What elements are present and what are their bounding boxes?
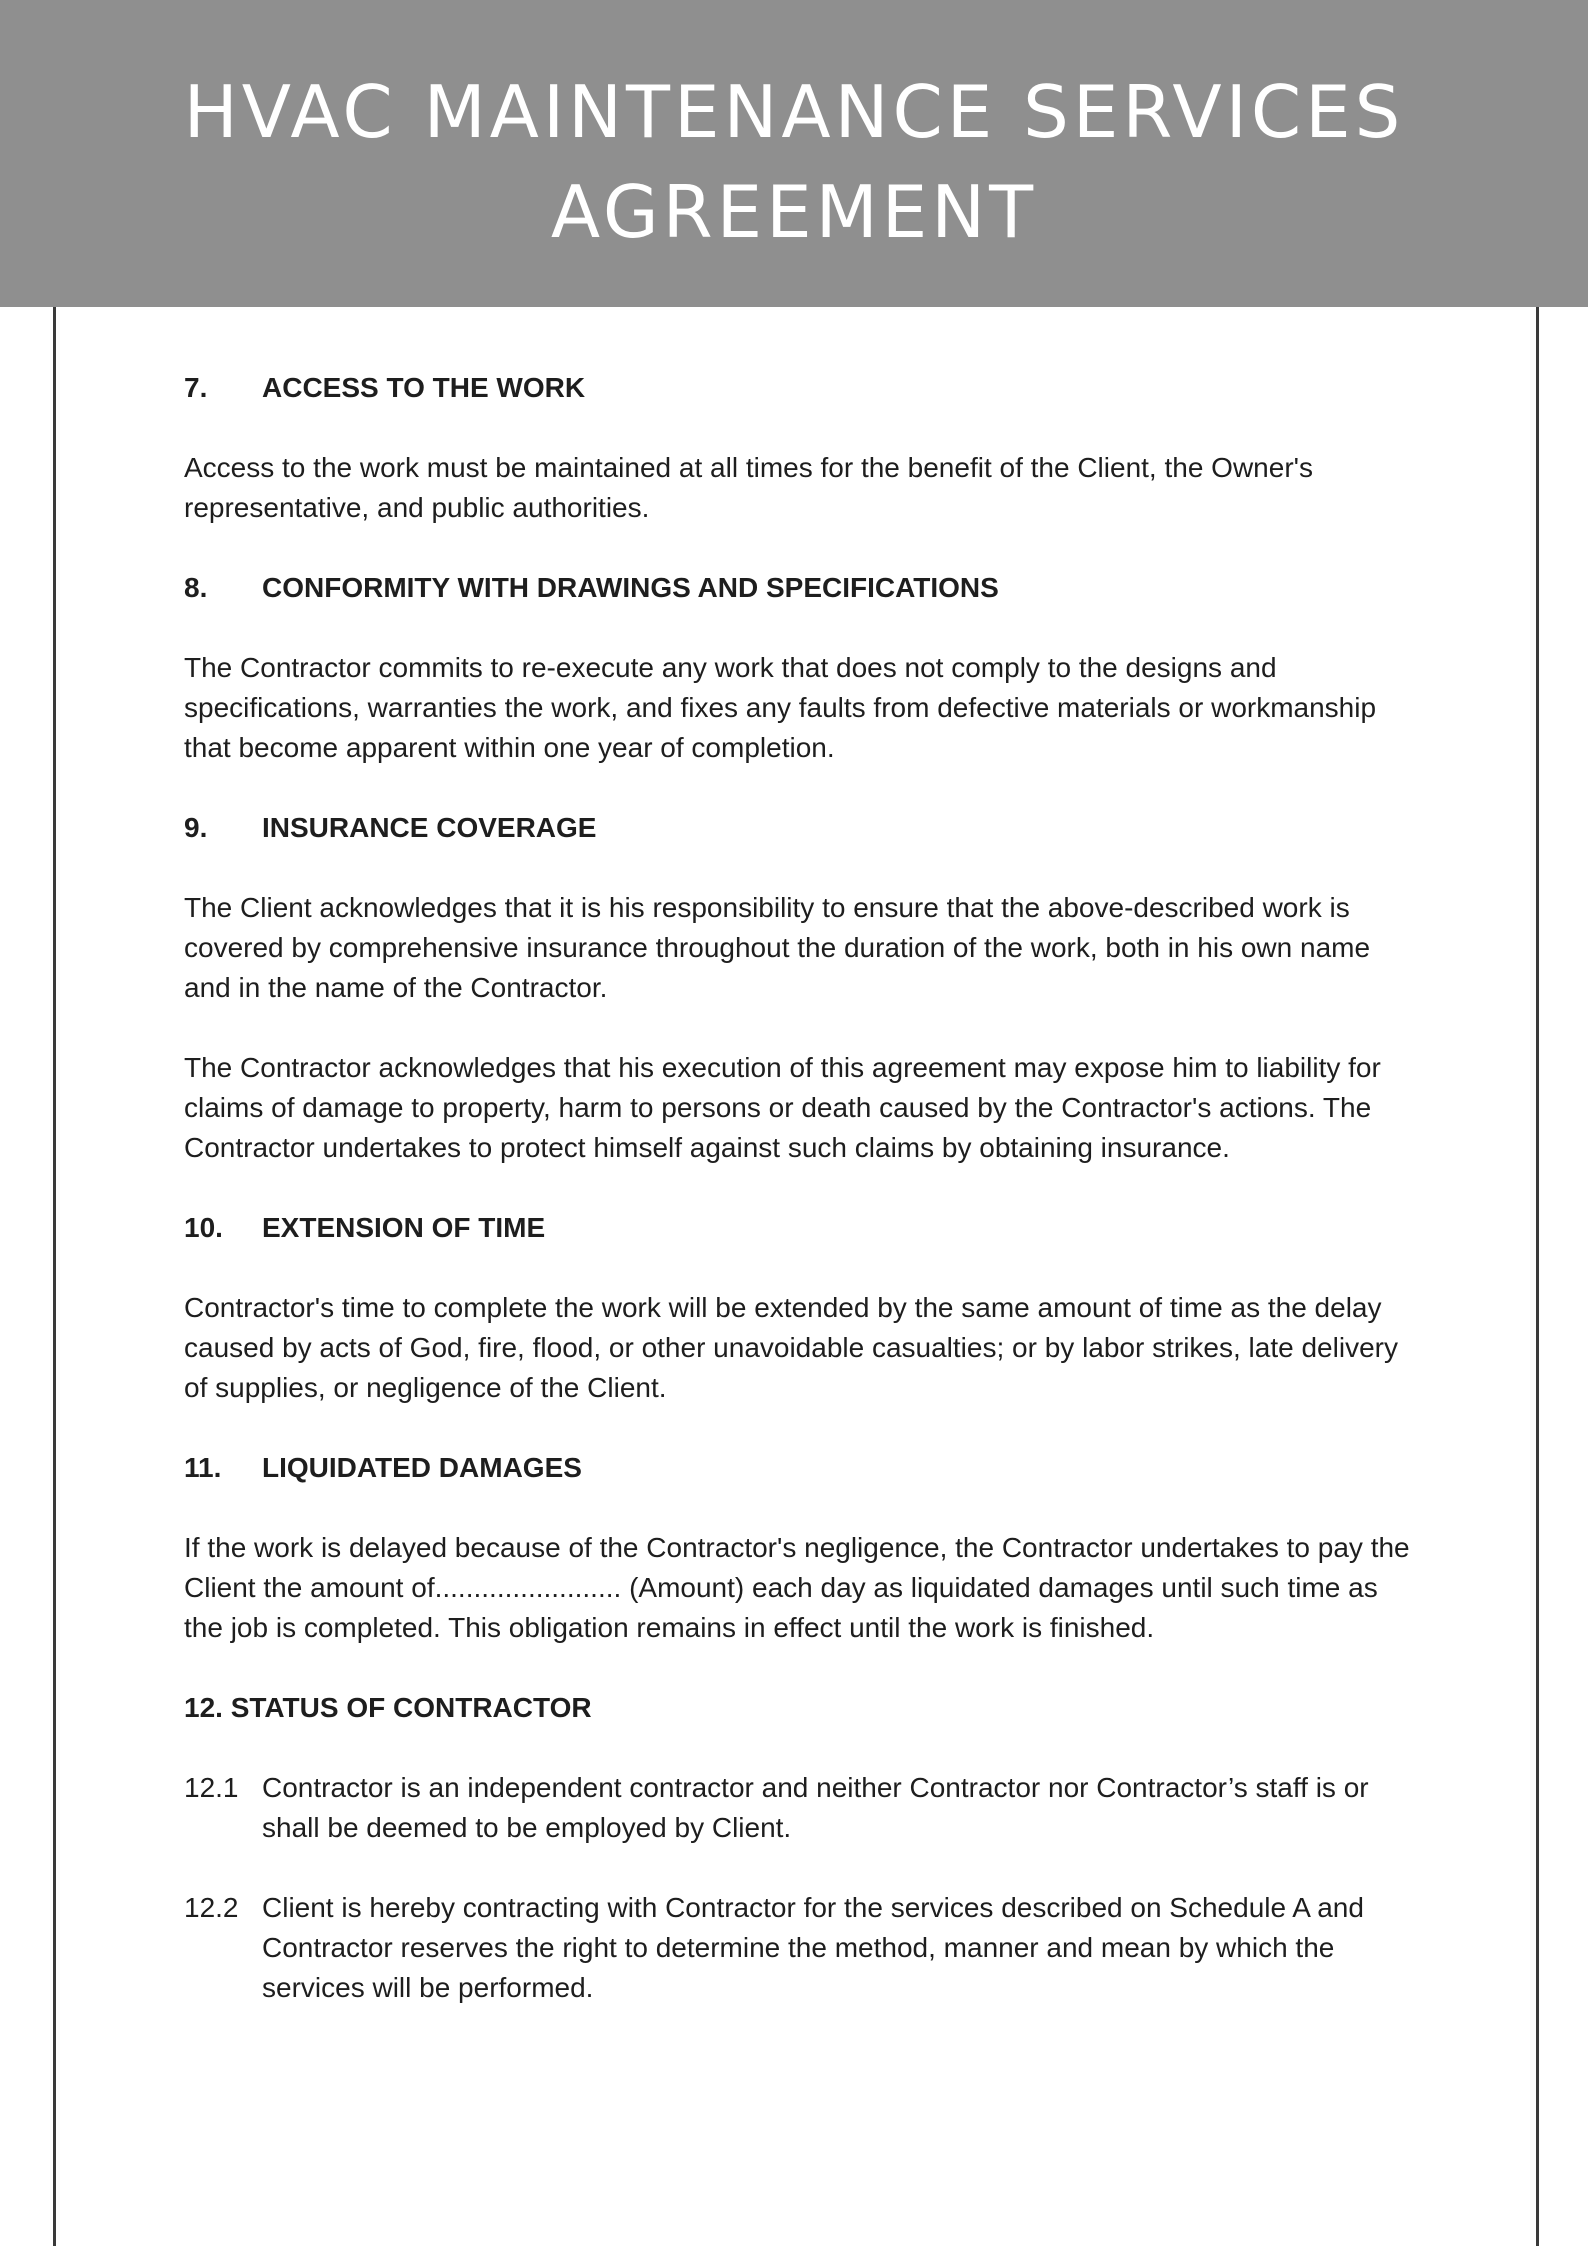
section-12-1-item [184,1768,1424,1848]
section-8-paragraph: The Contractor commits to re-execute any work that does not comply to the designs and specifications, warranties the work, and fixes any faults from defective materials or workmanship that become apparent within one year of completion. [184,652,1377,763]
section-title: ACCESS TO THE WORK [262,372,586,403]
sub-item-number: 12.2 [184,1892,239,1923]
title-banner [0,0,1588,307]
section-9-heading [184,808,1424,848]
section-7-heading [184,368,1424,408]
section-title: EXTENSION OF TIME [262,1212,546,1243]
page-border-left [53,307,56,2246]
section-10-heading [184,1208,1424,1248]
section-8-heading [184,568,1424,608]
section-title: INSURANCE COVERAGE [262,812,597,843]
document-title-line-1: HVAC MAINTENANCE SERVICES [183,70,1405,154]
section-11-heading [184,1448,1424,1488]
section-number: 8. [184,572,208,603]
section-number: 10. [184,1212,223,1243]
section-12-heading: 12. STATUS OF CONTRACTOR [184,1692,592,1723]
document-body [184,368,1424,2048]
sub-item-number: 12.1 [184,1772,239,1803]
section-10-paragraph: Contractor's time to complete the work will be extended by the same amount of time as the delay caused by acts of God, fire, flood, or other unavoidable casualties; or by labor strikes, late delivery of supplies, or negligence of the Client. [184,1292,1398,1403]
section-number: 7. [184,372,208,403]
sub-item-text: Client is hereby contracting with Contractor for the services described on Schedule A and Contractor reserves the right to determine the method, manner and mean by which the services will be performed. [262,1892,1364,2003]
page-border-right [1536,307,1539,2246]
section-12-2-item [184,1888,1424,2008]
section-title: LIQUIDATED DAMAGES [262,1452,582,1483]
section-9-paragraph-2: The Contractor acknowledges that his execution of this agreement may expose him to liability for claims of damage to property, harm to persons or death caused by the Contractor's actions. The Contractor undertakes to protect himself against such claims by obtaining insurance. [184,1052,1381,1163]
section-number: 9. [184,812,208,843]
section-number: 11. [184,1452,222,1483]
document-title-line-2: AGREEMENT [550,170,1038,254]
section-11-paragraph: If the work is delayed because of the Contractor's negligence, the Contractor undertakes to pay the Client the amount of........................ (Amount) each day as liquidated damages until such time as the job is completed. This obligation remains in effect until the work is finished. [184,1532,1410,1643]
section-title: CONFORMITY WITH DRAWINGS AND SPECIFICATIONS [262,572,999,603]
section-9-paragraph-1: The Client acknowledges that it is his responsibility to ensure that the above-described work is covered by comprehensive insurance throughout the duration of the work, both in his own name and in the name of the Contractor. [184,892,1371,1003]
section-7-paragraph: Access to the work must be maintained at all times for the benefit of the Client, the Owner's representative, and public authorities. [184,452,1313,523]
sub-item-text: Contractor is an independent contractor and neither Contractor nor Contractor’s staff is or shall be deemed to be employed by Client. [262,1772,1369,1843]
